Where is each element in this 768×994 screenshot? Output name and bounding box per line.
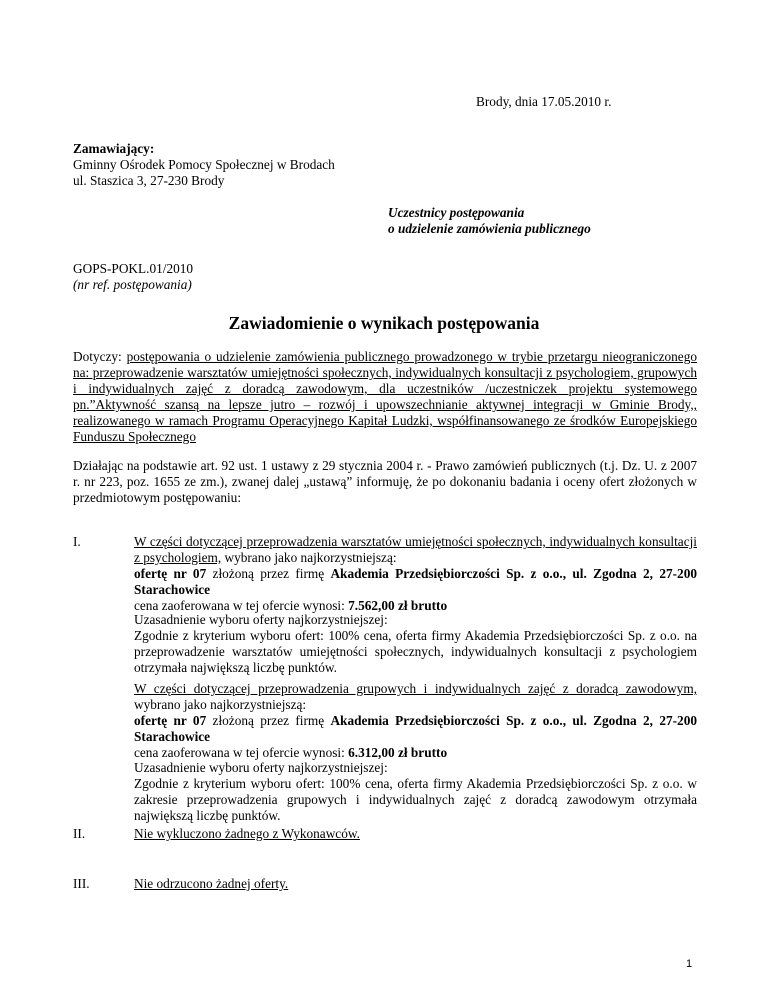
- section-1b-justification-label: Uzasadnienie wyboru oferty najkorzystniejszej:: [134, 760, 388, 775]
- reference: [73, 261, 193, 293]
- document-title: Zawiadomienie o wynikach postępowania: [228, 313, 540, 333]
- section-1b-justification: [134, 760, 697, 824]
- recipients: [388, 205, 591, 237]
- reference-label: (nr ref. postępowania): [73, 277, 192, 292]
- section-1a-justification-label: Uzasadnienie wyboru oferty najkorzystniejszej:: [134, 612, 388, 627]
- section-1b-heading: W części dotyczącej przeprowadzenia grupowych i indywidualnych zajęć z doradcą zawodowym,: [134, 681, 697, 696]
- section-1b-offer: ofertę nr 07: [134, 713, 207, 728]
- section-1a-offer-text: złożoną przez firmę: [206, 566, 331, 581]
- section-3-number: III.: [73, 876, 90, 891]
- section-1b-price: 6.312,00 zł brutto: [348, 745, 448, 760]
- ordering-name: Gminny Ośrodek Pomocy Społecznej w Brodach: [73, 157, 335, 172]
- section-1b-company: Akademia Przedsiębiorczości Sp. z o.o., ul. Zgodna 2, 27-200 Starachowice: [134, 713, 697, 744]
- section-1a-justification: [134, 612, 697, 676]
- document-date: Brody, dnia 17.05.2010 r.: [476, 94, 612, 109]
- subject-text: postępowania o udzielenie zamówienia publicznego prowadzonego w trybie przetargu nieograniczonego na: przeprowadzenie warsztatów umiejętności społecznych, indywidualnych konsultacji z psychologiem, grupowych i indywidualnych zajęć z doradcą zawodowym, dla uczestników /uczestniczek projektu systemowego pn.”Aktywność szansą na lepsze jutro – rozwój i upowszechnianie aktywnej integracji w Gminie Brody,, realizowanego w ramach Programu Operacyjnego Kapitał Ludzki, współfinansowanego ze środków Europejskiego Funduszu Społecznego: [73, 349, 697, 444]
- section-2-number: II.: [73, 826, 86, 841]
- recipients-line-2: o udzielenie zamówienia publicznego: [388, 221, 591, 236]
- intro-paragraph: Działając na podstawie art. 92 ust. 1 ustawy z 29 stycznia 2004 r. - Prawo zamówień publicznych (t.j. Dz. U. z 2007 r. nr 223, poz. 1655 ze zm.), zwanej dalej „ustawą” informuję, że po dokonaniu badania i oceny ofert złożonych w przedmiotowym postępowaniu:: [73, 458, 697, 505]
- section-1b-justification-text: Zgodnie z kryterium wyboru ofert: 100% cena, oferta firmy Akademia Przedsiębiorczości Sp. z o.o. w zakresie przeprowadzenia grupowych i indywidualnych zajęć z doradcą zawodowym otrzymała największą liczbę punktów.: [134, 776, 697, 823]
- section-1b-price-label: cena zaoferowana w tej ofercie wynosi:: [134, 745, 349, 760]
- section-1-number: I.: [73, 534, 81, 549]
- section-3-text: Nie odrzucono żadnej oferty.: [134, 876, 289, 891]
- reference-number: GOPS-POKL.01/2010: [73, 261, 194, 276]
- subject-paragraph: [73, 349, 697, 445]
- section-1b-chosen: wybrano jako najkorzystniejszą:: [134, 697, 307, 712]
- subject-label: Dotyczy:: [73, 349, 122, 364]
- ordering-address: ul. Staszica 3, 27-230 Brody: [73, 173, 225, 188]
- section-1b-offer-text: złożoną przez firmę: [206, 713, 331, 728]
- section-1a-offer: ofertę nr 07: [134, 566, 207, 581]
- section-1a-justification-text: Zgodnie z kryterium wyboru ofert: 100% cena, oferta firmy Akademia Przedsiębiorczości Sp. z o.o. na przeprowadzenie warsztatów umiejętności społecznych, indywidualnych konsultacji z psychologiem otrzymała największą liczbę punktów.: [134, 628, 697, 675]
- section-1a-price: 7.562,00 zł brutto: [348, 598, 448, 613]
- section-1a-result: [134, 534, 697, 614]
- section-1a-heading: W części dotyczącej przeprowadzenia warsztatów umiejętności społecznych, indywidualnych konsultacji z psychologiem,: [134, 534, 697, 565]
- section-1b-result: [134, 681, 697, 761]
- section-1a-chosen: wybrano jako najkorzystniejszą:: [221, 550, 397, 565]
- ordering-party: [73, 141, 335, 189]
- page-number: 1: [686, 958, 693, 970]
- section-2-text: Nie wykluczono żadnego z Wykonawców.: [134, 826, 360, 841]
- ordering-label: Zamawiający:: [73, 141, 155, 156]
- recipients-line-1: Uczestnicy postępowania: [388, 205, 525, 220]
- section-1a-price-label: cena zaoferowana w tej ofercie wynosi:: [134, 598, 349, 613]
- section-1a-company: Akademia Przedsiębiorczości Sp. z o.o., ul. Zgodna 2, 27-200 Starachowice: [134, 566, 697, 597]
